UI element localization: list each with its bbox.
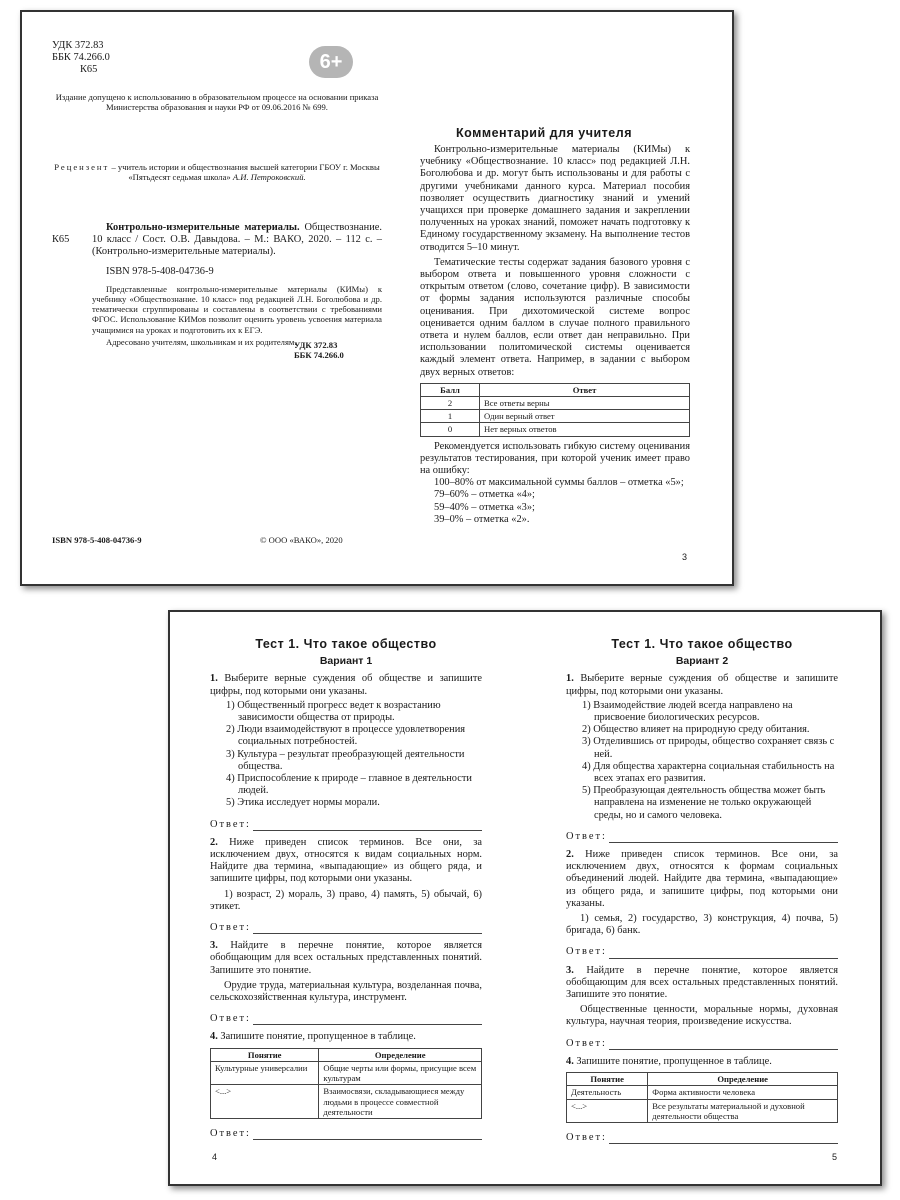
bbk-right-line: ББК 74.266.0 bbox=[294, 350, 344, 361]
catalog-title: Контрольно-измерительные материалы. bbox=[106, 222, 300, 233]
grade-item: 59–40% – отметка «3»; bbox=[434, 501, 535, 513]
concept-cell: Культурные универсалии bbox=[211, 1061, 319, 1084]
table-row bbox=[421, 397, 690, 410]
grade-item: 79–60% – отметка «4»; bbox=[434, 489, 535, 501]
variant-label: Вариант 2 bbox=[675, 655, 729, 668]
question-text: Запишите понятие, пропущенное в таблице. bbox=[573, 1055, 772, 1067]
score-cell: 0 bbox=[421, 423, 480, 436]
list-item: 5) Этика исследует нормы морали. bbox=[226, 797, 380, 809]
table-row bbox=[421, 423, 690, 436]
answer-label: Ответ: bbox=[566, 1131, 607, 1143]
answer-line[interactable] bbox=[253, 1014, 482, 1025]
grade-item: 100–80% от максимальной суммы баллов – отметка «5»; bbox=[434, 477, 684, 489]
concept-table bbox=[210, 1048, 482, 1119]
list-item: 1) Взаимодействие людей всегда направлено на присвоение биологических ресурсов. bbox=[582, 699, 793, 724]
answer-line[interactable] bbox=[253, 1129, 482, 1140]
answer-line[interactable] bbox=[253, 820, 482, 831]
page-number: 4 bbox=[212, 1152, 218, 1162]
table-row bbox=[567, 1086, 838, 1099]
question-2 bbox=[210, 837, 482, 886]
author-code: К65 bbox=[80, 64, 98, 76]
list-item: 1) Общественный прогресс ведет к возрастанию зависимости общества от природы. bbox=[226, 699, 441, 724]
comment-paragraph-2: Тематические тесты содержат задания базового уровня с выбором ответа и повышенного уровня сложности с открытым ответом (слово, сочетание цифр). В зависимости от формы задания используются различные способы оценивания. При дихотомической системе вопрос оценивается одним баллом в случае полного правильного ответа и нулем баллов, если ответ дан неправильно. При использовании политомической системы оценивается каждый элемент ответа. Например, в задании с выбором двух верных ответов: bbox=[420, 256, 690, 378]
reviewer-note bbox=[52, 162, 382, 182]
list-item: 2) Люди взаимодействуют в процессе удовлетворения социальных потребностей. bbox=[226, 724, 466, 748]
test-title: Тест 1. Что такое общество bbox=[255, 637, 437, 651]
udk-block-left bbox=[52, 40, 110, 77]
term-list: 1) семья, 2) государство, 3) конструкция, 4) почва, 5) бригада, 6) банк. bbox=[566, 913, 838, 937]
comment-paragraph-1: Контрольно-измерительные материалы (КИМы) к учебнику «Обществознание. 10 класс» под редакцией Л.Н. Боголюбова и др. могут быть использованы и для работы с другими учебниками данного курса. Материал пособия позволяет осуществить диагностику знаний и умений учащихся при проверке домашнего задания и закреплении полученных на уроках знаний, поможет начать подготовку к Единому государственному экзамену. На выполнение тестов отводится 5–10 минут. bbox=[420, 144, 690, 253]
variant-label: Вариант 1 bbox=[319, 655, 373, 668]
score-cell: 1 bbox=[421, 410, 480, 423]
answer-options bbox=[566, 700, 838, 822]
page-number: 3 bbox=[682, 552, 688, 562]
answer-label: Ответ: bbox=[210, 1127, 251, 1139]
score-table bbox=[420, 383, 690, 437]
answer-label: Ответ: bbox=[566, 1037, 607, 1049]
copyright: © ООО «ВАКО», 2020 bbox=[260, 535, 343, 545]
test-title: Тест 1. Что такое общество bbox=[611, 637, 793, 651]
answer-line[interactable] bbox=[609, 1133, 838, 1144]
question-3 bbox=[566, 965, 838, 1002]
question-number: 4. bbox=[566, 1055, 574, 1067]
score-header-answer: Ответ bbox=[480, 383, 690, 396]
concept-list: Орудие труда, материальная культура, возделанная почва, сельскохозяйственная культура, инструмент. bbox=[210, 979, 482, 1004]
question-number: 2. bbox=[210, 836, 218, 848]
answer-field[interactable] bbox=[210, 819, 482, 831]
udk-block-right bbox=[294, 340, 344, 360]
question-text: Выберите верные суждения об обществе и запишите цифры, под которыми они указаны. bbox=[210, 673, 482, 697]
bottom-page-spread bbox=[168, 610, 882, 1186]
list-item: 3) Культура – результат преобразующей деятельности общества. bbox=[226, 748, 465, 772]
concept-list: Общественные ценности, моральные нормы, духовная культура, научная теория, произведение искусства. bbox=[566, 1004, 838, 1028]
table-row bbox=[211, 1061, 482, 1084]
catalog-code: К65 bbox=[52, 234, 70, 245]
grade-list bbox=[420, 477, 690, 526]
score-header-points: Балл bbox=[421, 383, 480, 396]
isbn-footer: ISBN 978-5-408-04736-9 bbox=[52, 535, 142, 545]
answer-line[interactable] bbox=[609, 1039, 838, 1050]
catalog-text: Обществознание. 10 класс / Сост. О.В. Давыдова. – М.: ВАКО, 2020. – 112 с. – (Контрольно-измерительные материалы). bbox=[92, 222, 382, 258]
question-2 bbox=[566, 849, 838, 910]
score-cell: 2 bbox=[421, 397, 480, 410]
question-number: 2. bbox=[566, 849, 574, 861]
concept-cell: Деятельность bbox=[567, 1086, 648, 1099]
answer-field[interactable] bbox=[566, 946, 838, 958]
concept-cell: <...> bbox=[567, 1099, 648, 1122]
answer-label: Ответ: bbox=[566, 946, 607, 958]
catalog-entry bbox=[92, 222, 382, 259]
list-item: 5) Преобразующая деятельность общества может быть направлена на изменение не только окружающей среды, но и самого человека. bbox=[582, 785, 826, 821]
question-text: Выберите верные суждения об обществе и запишите цифры, под которыми они указаны. bbox=[566, 673, 838, 697]
top-page-spread bbox=[20, 10, 734, 586]
list-item: 3) Отделившись от природы, общество сохраняет связь с ней. bbox=[582, 736, 835, 760]
age-rating-badge: 6+ bbox=[309, 46, 353, 78]
page-number: 5 bbox=[832, 1152, 838, 1162]
answer-field[interactable] bbox=[566, 1132, 838, 1144]
question-4 bbox=[210, 1031, 482, 1043]
question-number: 1. bbox=[566, 673, 574, 685]
answer-line[interactable] bbox=[253, 923, 482, 934]
term-list: 1) возраст, 2) мораль, 3) право, 4) память, 5) обычай, 6) этикет. bbox=[210, 888, 482, 912]
concept-table bbox=[566, 1072, 838, 1123]
answer-field[interactable] bbox=[566, 1038, 838, 1050]
question-text: Ниже приведен список терминов. Все они, за исключением двух, относятся к видам социальных норм. Найдите два термина, «выпадающие» из общего ряда, и запишите цифры, под которыми они указаны. bbox=[210, 836, 482, 885]
answer-cell: Все ответы верны bbox=[480, 397, 690, 410]
udk-right-line: УДК 372.83 bbox=[294, 340, 338, 350]
question-3 bbox=[210, 940, 482, 977]
definition-cell: Общие черты или формы, присущие всем культурам bbox=[319, 1061, 482, 1084]
answer-field[interactable] bbox=[210, 1013, 482, 1025]
grade-item: 39–0% – отметка «2». bbox=[434, 513, 530, 525]
question-text: Найдите в перечне понятие, которое является обобщающим для всех остальных представленных понятий. Запишите это понятие. bbox=[566, 964, 838, 1001]
table-header-definition: Определение bbox=[648, 1073, 838, 1086]
answer-line[interactable] bbox=[609, 832, 838, 843]
table-row bbox=[567, 1099, 838, 1122]
answer-line[interactable] bbox=[609, 948, 838, 959]
question-4 bbox=[566, 1056, 838, 1068]
question-text: Запишите понятие, пропущенное в таблице. bbox=[217, 1031, 416, 1043]
reviewer-name: А.И. Петроковский. bbox=[232, 172, 306, 183]
comment-paragraph-3: Рекомендуется использовать гибкую систему оценивания результатов тестирования, при которой ученик имеет право на ошибку: bbox=[420, 440, 690, 477]
table-row bbox=[421, 410, 690, 423]
answer-label: Ответ: bbox=[566, 830, 607, 842]
question-number: 3. bbox=[210, 940, 218, 952]
table-row bbox=[211, 1085, 482, 1119]
list-item: 4) Для общества характерна социальная стабильность на всех этапах его развития. bbox=[582, 760, 835, 785]
list-item: 2) Общество влияет на природную среду обитания. bbox=[582, 724, 810, 736]
udk-line: УДК 372.83 bbox=[52, 40, 104, 51]
comment-title: Комментарий для учителя bbox=[456, 126, 632, 140]
list-item: 4) Приспособление к природе – главное в деятельности людей. bbox=[226, 773, 472, 797]
question-1 bbox=[566, 673, 838, 697]
answer-options bbox=[210, 700, 482, 810]
answer-label: Ответ: bbox=[210, 1013, 251, 1025]
isbn-line: ISBN 978-5-408-04736-9 bbox=[106, 265, 214, 277]
question-1 bbox=[210, 673, 482, 697]
question-text: Ниже приведен список терминов. Все они, за исключением двух, относятся к формам социальных объединений людей. Найдите два термина, «выпадающие» из общего ряда, и запишите цифры, под которыми они указаны. bbox=[566, 849, 838, 909]
concept-cell: <...> bbox=[211, 1085, 319, 1119]
answer-cell: Один верный ответ bbox=[480, 410, 690, 423]
answer-label: Ответ: bbox=[210, 922, 251, 934]
reviewer-text: – учитель истории и обществознания высшей категории ГБОУ г. Москвы «Пятьдесят седьмая школа» bbox=[109, 162, 380, 183]
bbk-line: ББК 74.266.0 bbox=[52, 52, 110, 64]
definition-cell: Взаимосвязи, складывающиеся между людьми в процессе совместной деятельности bbox=[319, 1085, 482, 1119]
test-variant-1 bbox=[210, 638, 482, 1140]
answer-field[interactable] bbox=[210, 1128, 482, 1140]
approval-notice: Издание допущено к использованию в образовательном процессе на основании приказа Министерства образования и науки РФ от 09.06.2016 № 699. bbox=[55, 92, 379, 113]
table-header-concept: Понятие bbox=[211, 1048, 319, 1061]
definition-cell: Все результаты материальной и духовной деятельности общества bbox=[648, 1099, 838, 1122]
table-header-definition: Определение bbox=[319, 1048, 482, 1061]
question-number: 4. bbox=[210, 1031, 218, 1043]
definition-cell: Форма активности человека bbox=[648, 1086, 838, 1099]
question-number: 3. bbox=[566, 964, 574, 976]
test-variant-2 bbox=[566, 638, 838, 1144]
answer-field[interactable] bbox=[566, 831, 838, 843]
answer-cell: Нет верных ответов bbox=[480, 423, 690, 436]
audience: Адресовано учителям, школьникам и их родителям. bbox=[106, 336, 297, 347]
answer-label: Ответ: bbox=[210, 818, 251, 830]
catalog-card bbox=[52, 222, 382, 347]
comment-body bbox=[420, 144, 690, 526]
table-header-concept: Понятие bbox=[567, 1073, 648, 1086]
question-text: Найдите в перечне понятие, которое является обобщающим для всех остальных представленных понятий. Запишите это понятие. bbox=[210, 940, 482, 976]
reviewer-label: Рецензент bbox=[54, 162, 110, 172]
annotation: Представленные контрольно-измерительные материалы (КИМы) к учебнику «Обществознание. 10 класс» под редакцией Л.Н. Боголюбова и др. тематически сгруппированы и составлены в соответствии с требованиями ФГОС. Использование КИМов позволит оценить уровень усвоения материала учащимися на уроках и подготовить их к ЕГЭ. bbox=[92, 283, 382, 335]
question-number: 1. bbox=[210, 673, 218, 685]
answer-field[interactable] bbox=[210, 922, 482, 934]
